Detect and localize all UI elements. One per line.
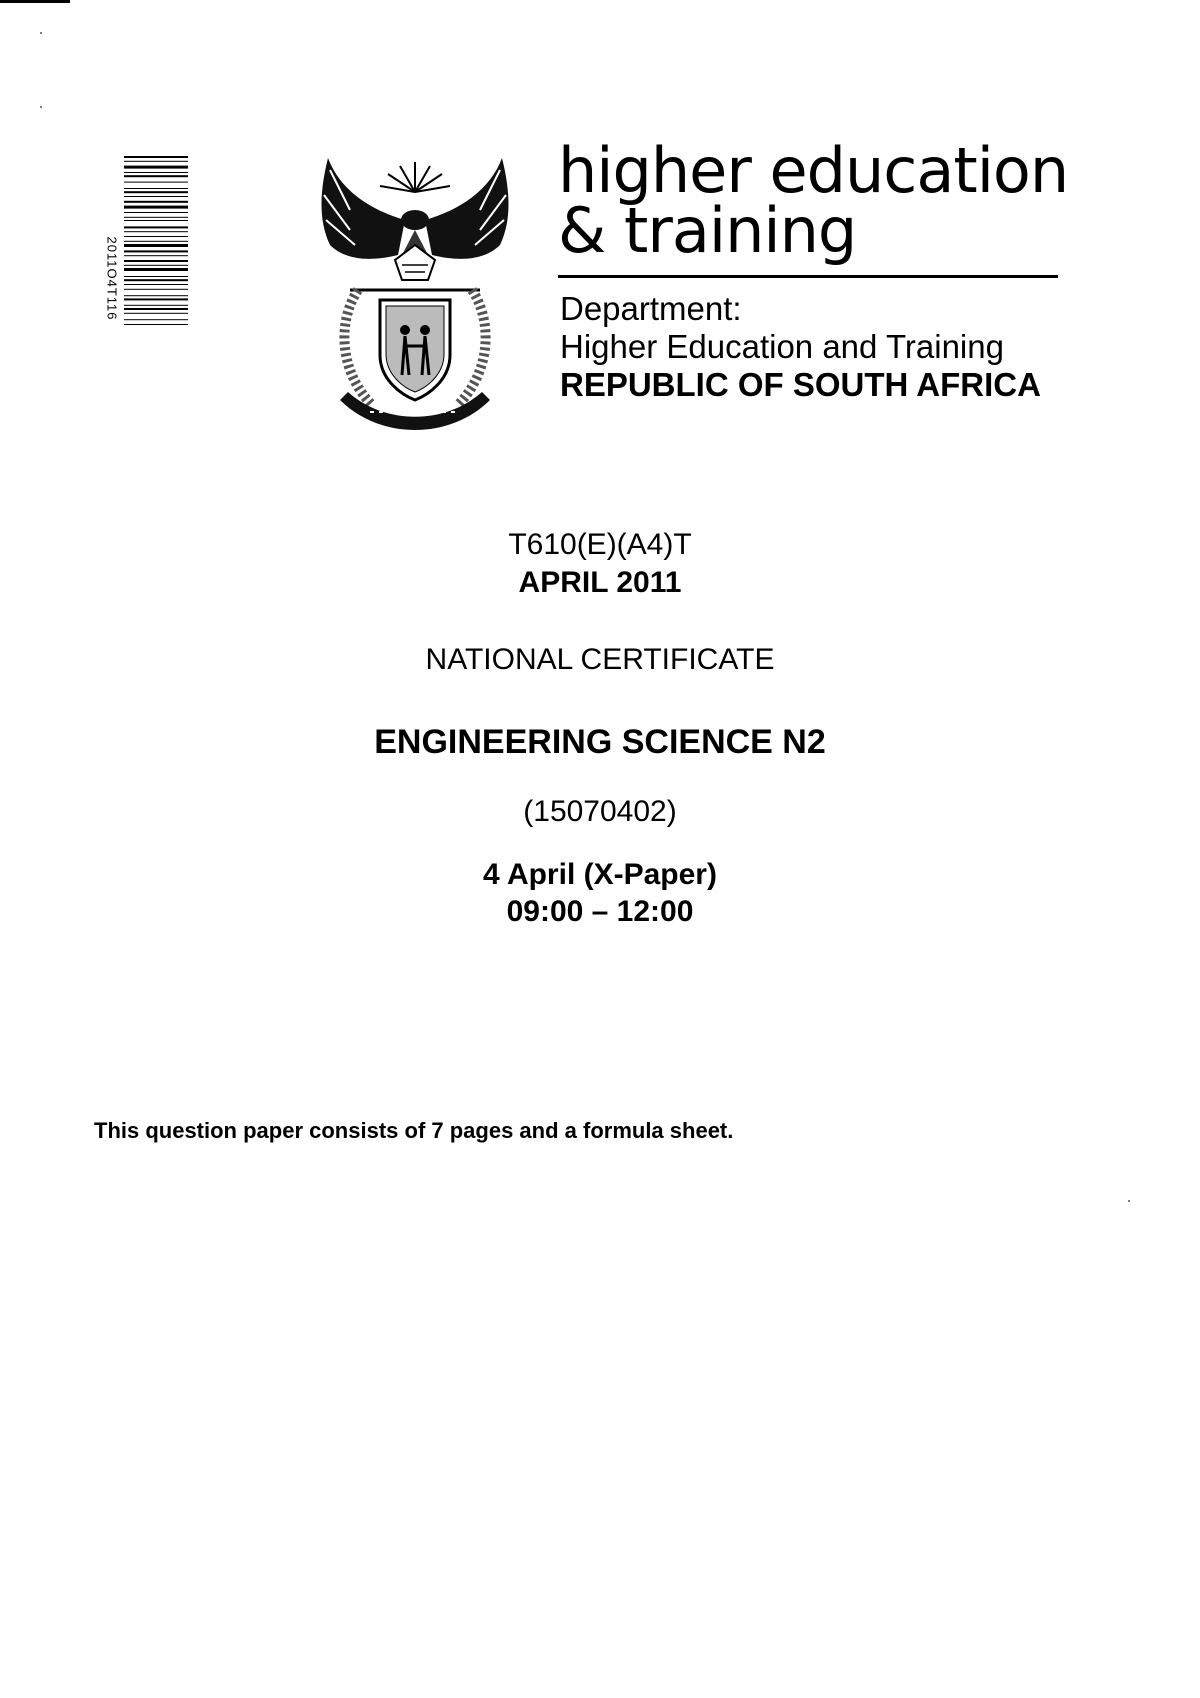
paper-code: T610(E)(A4)T	[508, 528, 692, 561]
country-name: REPUBLIC OF SOUTH AFRICA	[560, 366, 1041, 403]
scan-speck	[40, 32, 42, 34]
exam-time: 09:00 – 12:00	[506, 895, 694, 928]
department-label: Department:	[560, 290, 742, 327]
scan-speck	[40, 106, 42, 108]
exam-month: APRIL 2011	[518, 566, 682, 599]
department-name: Higher Education and Training	[560, 328, 1004, 365]
certificate-title: NATIONAL CERTIFICATE	[425, 643, 775, 676]
barcode	[124, 156, 188, 396]
barcode-number	[100, 228, 124, 328]
exam-date: 4 April (X-Paper)	[483, 858, 717, 891]
scan-mark	[0, 0, 70, 3]
logo-line-training: & training	[558, 194, 857, 267]
subject-code: (15070402)	[523, 795, 677, 828]
scan-speck	[1128, 1200, 1130, 1202]
coat-of-arms-emblem	[310, 150, 520, 430]
subject-title: ENGINEERING SCIENCE N2	[374, 723, 826, 761]
logo-divider	[558, 275, 1058, 278]
barcode-number-text: 2011O4T116	[104, 236, 120, 320]
page-count-note: This question paper consists of 7 pages and a formula sheet.	[94, 1118, 734, 1143]
logo-line-higher-education: higher education	[558, 134, 1069, 207]
